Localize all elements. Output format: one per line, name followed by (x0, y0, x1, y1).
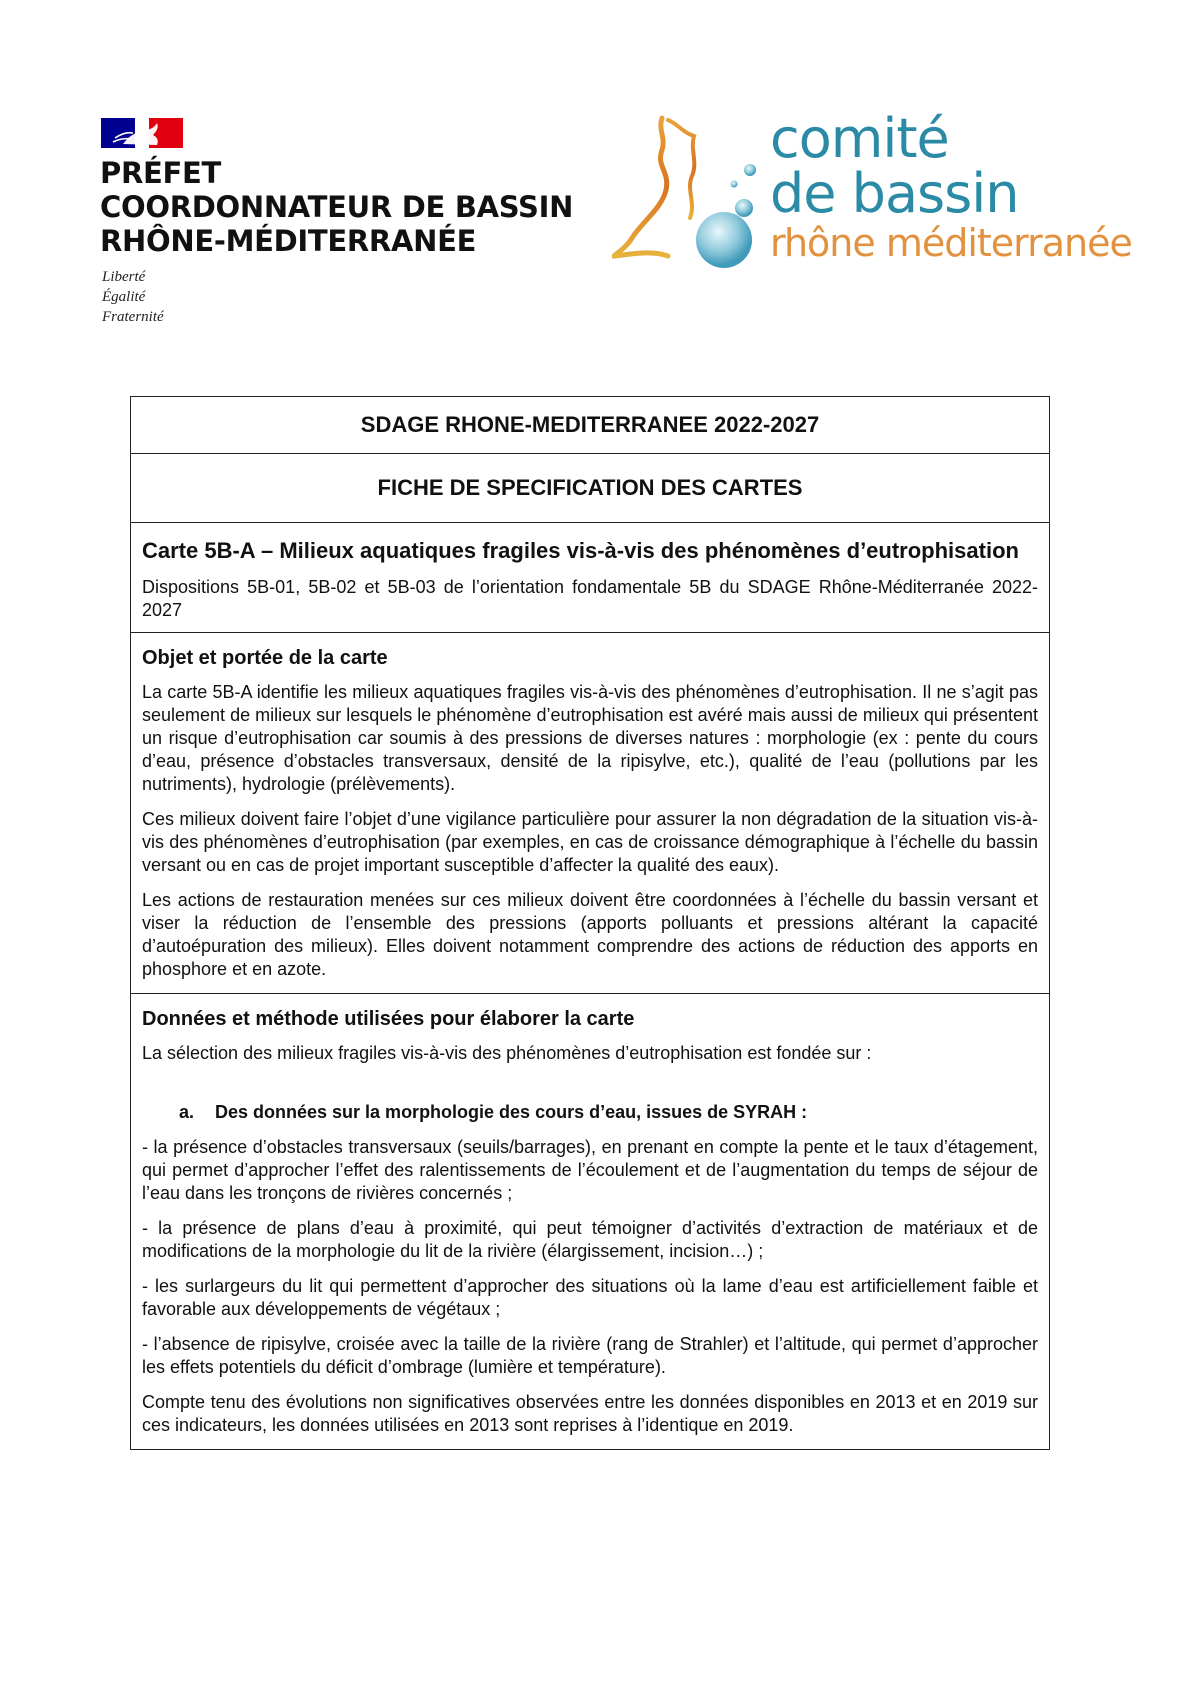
comite-line: de bassin (770, 162, 1019, 225)
prefet-line: COORDONNATEUR DE BASSIN (100, 190, 574, 224)
section-heading: Objet et portée de la carte (142, 647, 388, 669)
paragraph: Compte tenu des évolutions non significatives observées entre les données disponibles en 2013 et en 2019 sur ces indicateurs, les données utilisées en 2013 sont reprises à l’identique en 2019. (142, 1392, 1038, 1435)
comite-basin-map-icon (612, 110, 762, 280)
prefet-line: RHÔNE-MÉDITERRANÉE (100, 224, 477, 258)
prefet-line: PRÉFET (100, 156, 221, 190)
motto-line: Liberté (102, 269, 146, 285)
comite-de-bassin-logo-text (770, 107, 1132, 265)
list-heading (179, 1101, 1038, 1124)
republic-motto (102, 267, 164, 327)
paragraph: Ces milieux doivent faire l’objet d’une vigilance particulière pour assurer la non dégradation de la situation vis-à-vis des phénomènes d’eutrophisation (par exemples, en cas de croissance démographique à l’échelle du bassin versant ou en cas de projet important susceptible d’affecter la qualité des eaux). (142, 809, 1038, 875)
comite-line: rhône méditerranée (770, 221, 1132, 265)
marianne-flag-icon (101, 118, 183, 148)
paragraph: Les actions de restauration menées sur ces milieux doivent être coordonnées à l’échelle du bassin versant et viser la réduction de l’ensemble des pressions (apports polluants et pressions altérant la capacité d’autoépuration des milieux). Elles doivent notamment comprendre des actions de réduction des apports en phosphore et en azote. (142, 890, 1038, 979)
list-letter: a. (179, 1102, 195, 1122)
carte-title: Carte 5B-A – Milieux aquatiques fragiles vis-à-vis des phénomènes d’eutrophisation (142, 538, 1019, 563)
section-heading: Données et méthode utilisées pour élaborer la carte (142, 1008, 635, 1030)
donnees-section (131, 994, 1049, 1449)
paragraph: La sélection des milieux fragiles vis-à-vis des phénomènes d’eutrophisation est fondée sur : (142, 1043, 872, 1063)
document-subtitle: FICHE DE SPECIFICATION DES CARTES (131, 454, 1049, 523)
page-header (0, 0, 1190, 360)
comite-line: comité (770, 107, 949, 170)
objet-section (131, 633, 1049, 994)
prefet-title (100, 156, 573, 258)
document-title: SDAGE RHONE-MEDITERRANEE 2022-2027 (131, 397, 1049, 454)
list-item: - la présence d’obstacles transversaux (seuils/barrages), en prenant en compte la pente et le taux d’étagement, qui permet d’approcher l’effet des ralentissements de l’écoulement et de l’augmentation du temps de séjour de l’eau dans les tronçons de rivières concernés ; (142, 1137, 1038, 1203)
specification-table (130, 396, 1050, 1450)
motto-line: Égalité (102, 289, 146, 305)
carte-section (131, 523, 1049, 633)
list-item: - les surlargeurs du lit qui permettent d’approcher des situations où la lame d’eau est artificiellement faible et favorable aux développements de végétaux ; (142, 1276, 1038, 1319)
motto-line: Fraternité (102, 309, 164, 325)
paragraph: La carte 5B-A identifie les milieux aquatiques fragiles vis-à-vis des phénomènes d’eutrophisation. Il ne s’agit pas seulement de milieux sur lesquels le phénomène d’eutrophisation est avéré mais aussi de milieux qui présentent un risque d’eutrophisation car soumis à des pressions de diverses natures : morphologie (ex : pente du cours d’eau, présence d’obstacles transversaux, densité de la ripisylve, etc.), qualité de l’eau (pollutions par les nutriments), hydrologie (prélèvements). (142, 682, 1038, 794)
list-item: - la présence de plans d’eau à proximité, qui peut témoigner d’activités d’extraction de matériaux et de modifications de la morphologie du lit de la rivière (élargissement, incision…) ; (142, 1218, 1038, 1261)
list-heading-text: Des données sur la morphologie des cours d’eau, issues de SYRAH : (215, 1102, 808, 1122)
carte-dispositions: Dispositions 5B-01, 5B-02 et 5B-03 de l’orientation fondamentale 5B du SDAGE Rhône-Méditerranée 2022-2027 (142, 577, 1038, 620)
list-item: - l’absence de ripisylve, croisée avec la taille de la rivière (rang de Strahler) et l’altitude, qui permet d’approcher les effets potentiels du déficit d’ombrage (lumière et température). (142, 1334, 1038, 1377)
